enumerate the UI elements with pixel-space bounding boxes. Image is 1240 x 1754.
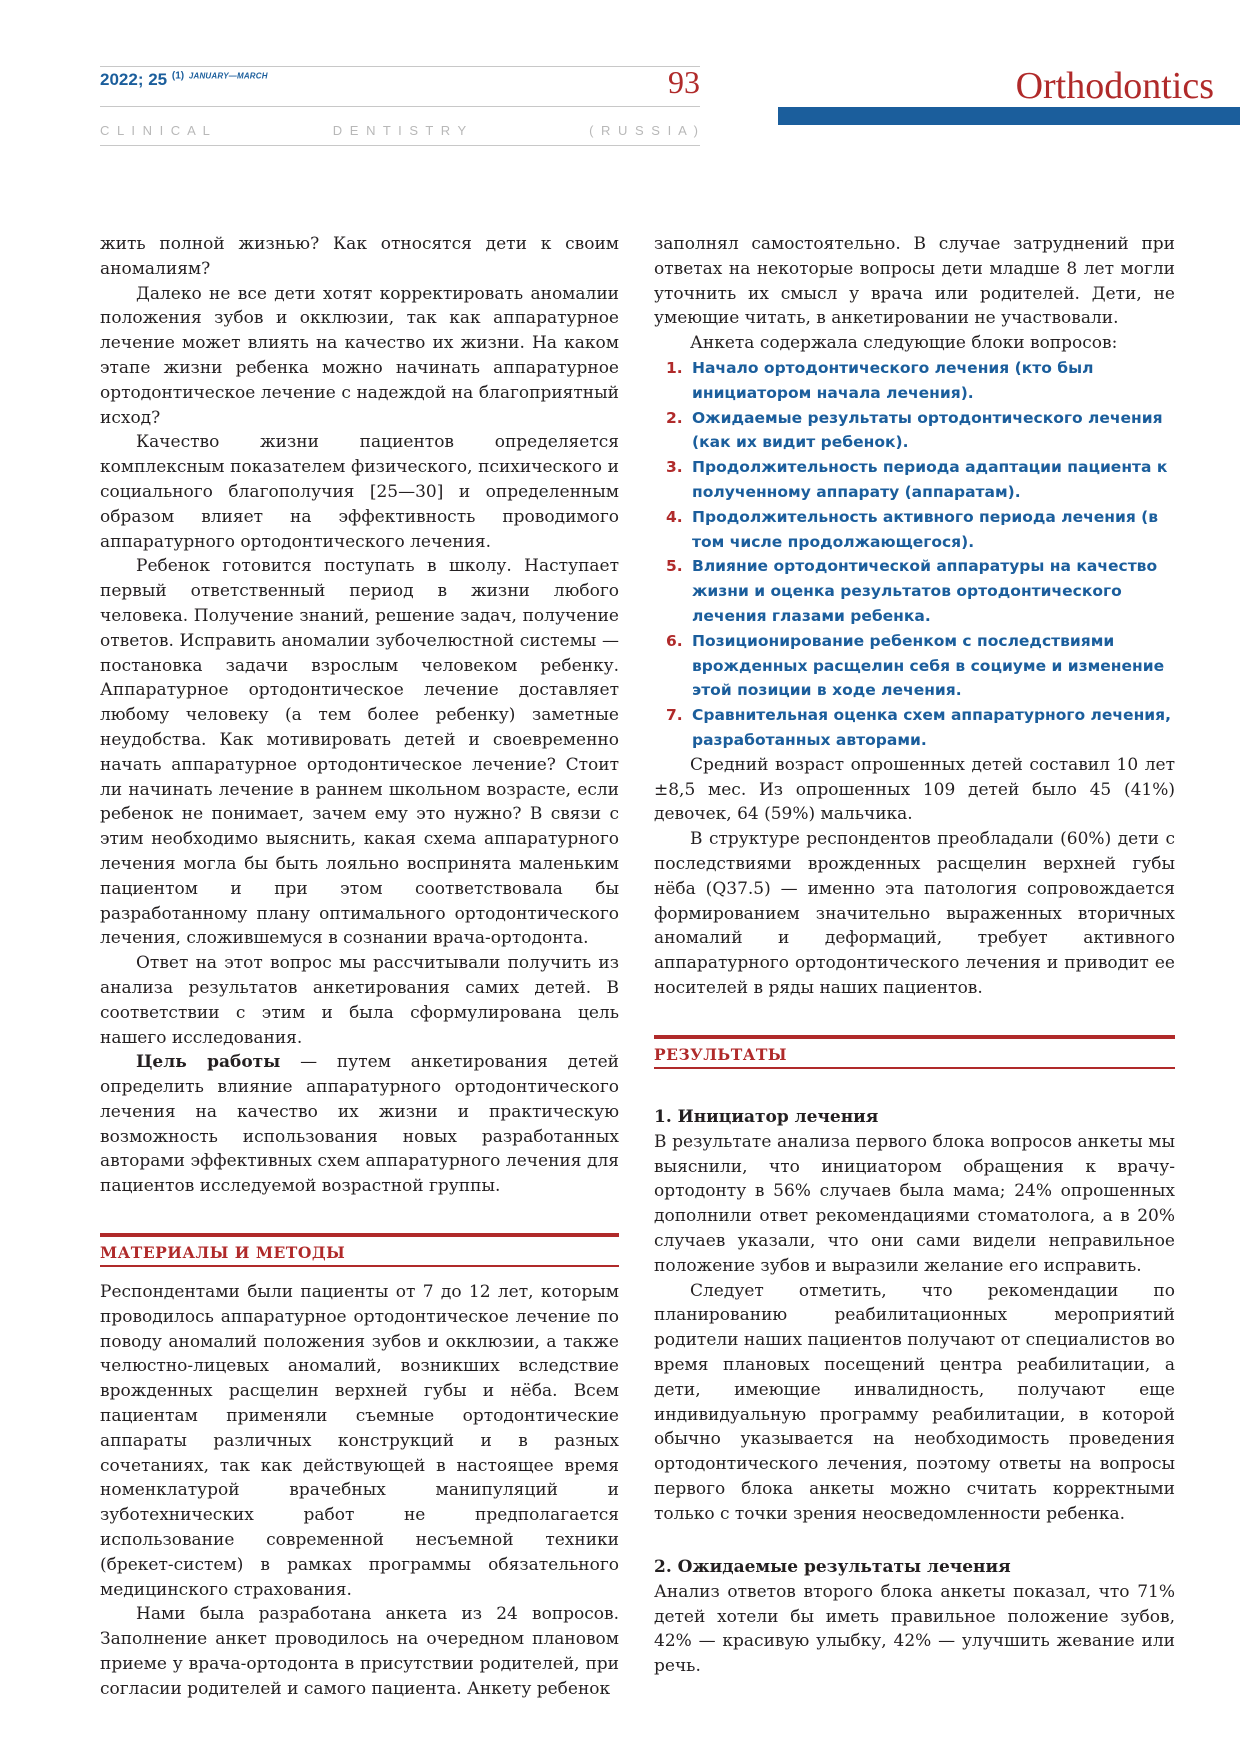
list-intro: Анкета содержала следующие блоки вопросов: bbox=[690, 333, 1118, 354]
paragraph: заполнял самостоятельно. В случае затруднений при ответах на некоторые вопросы дети младше 8 лет могли уточнить их смысл у врача или родителей. Дети, не умеющие читать, в анкетировании не участвовали. bbox=[654, 234, 1175, 329]
methods-text bbox=[100, 1280, 619, 1702]
results-section-1 bbox=[654, 1105, 1175, 1527]
paragraph: Нами была разработана анкета из 24 вопросов. Заполнение анкет проводилось на очередном плановом приеме у врача-ортодонта в присутствии родителей, при согласии родителей и самого пациента. Анкету ребенок bbox=[100, 1604, 619, 1699]
list-number: 7. bbox=[666, 706, 683, 725]
left-column bbox=[100, 232, 619, 1199]
paragraph: Далеко не все дети хотят корректировать аномалии положения зубов и окклюзии, так как аппаратурное лечение может влиять на качество их жизни. На каком этапе жизни ребенка можно начинать аппаратурное ортодонтическое лечение с надеждой на благоприятный исход? bbox=[100, 283, 619, 428]
list-number: 1. bbox=[666, 358, 683, 377]
paragraph: Ребенок готовится поступать в школу. Наступает первый ответственный период в жизни любого человека. Получение знаний, решение задач, получение ответов. Исправить аномалии зубочелюстной системы — постановка задачи взрослым человеком ребенку. Аппаратурное ортодонтическое лечение доставляет любому человеку (а тем более ребенку) заметные неудобства. Как мотивировать детей и своевременно начать аппаратурное ортодонтическое лечение? Стоит ли начинать лечение в раннем школьном возрасте, если ребенок не понимает, зачем ему это нужно? В связи с этим необходимо выяснить, какая схема аппаратурного лечения могла бы быть лояльно воспринята маленьким пациентом и при этом соответствовала бы разработанному плану оптимального ортодонтического лечения, сложившемуся в сознании врача-ортодонта. bbox=[100, 556, 619, 949]
paragraph: Следует отметить, что рекомендации по планированию реабилитационных мероприятий родители наших пациентов получают от специалистов во время плановых посещений центра реабилитации, а дети, имеющие инвалидность, получают еще индивидуальную программу реабилитации, в которой обычно указывается на необходимость проведения ортодонтического лечения, поэтому ответы на вопросы первого блока анкеты можно считать корректными только с точки зрения неосведомленности ребенка. bbox=[654, 1280, 1176, 1524]
journal-name bbox=[100, 123, 700, 138]
list-item bbox=[654, 703, 1175, 753]
issue-number: (1) bbox=[171, 70, 185, 82]
list-item bbox=[654, 554, 1175, 628]
list-text: Ожидаемые результаты ортодонтического лечения (как их видит ребенок). bbox=[692, 408, 1163, 452]
header-top-rule bbox=[100, 66, 700, 67]
question-blocks-list bbox=[654, 356, 1175, 753]
paragraph: Качество жизни пациентов определяется комплексным показателем физического, психического и социального благополучия [25—30] и определенным образом влияет на эффективность проводимого аппаратурного ортодонтического лечения. bbox=[100, 432, 619, 552]
paragraph: Средний возраст опрошенных детей составил 10 лет ±8,5 мес. Из опрошенных 109 детей было 45 (41%) девочек, 64 (59%) мальчика. bbox=[654, 754, 1175, 825]
list-text: Сравнительная оценка схем аппаратурного лечения, разработанных авторами. bbox=[692, 706, 1171, 749]
list-number: 5. bbox=[666, 557, 683, 576]
list-text: Продолжительность активного периода лечения (в том числе продолжающегося). bbox=[692, 507, 1159, 551]
list-item bbox=[654, 629, 1175, 703]
list-text: Продолжительность периода адаптации пациента к полученному аппарату (аппаратам). bbox=[692, 458, 1168, 501]
list-item bbox=[654, 455, 1175, 505]
aim-text: — путем анкетирования детей определить влияние аппаратурного ортодонтического лечения на качество их жизни и практическую возможность использования новых разработанных авторами эффективных схем аппаратурного лечения для пациентов исследуемой возрастной группы. bbox=[100, 1052, 619, 1197]
subsection-title: 2. Ожидаемые результаты лечения bbox=[654, 1557, 1011, 1577]
results-section-2 bbox=[654, 1555, 1175, 1679]
aim-label: Цель работы bbox=[136, 1052, 281, 1073]
list-item bbox=[654, 356, 1175, 406]
methods-heading: МАТЕРИАЛЫ И МЕТОДЫ bbox=[100, 1233, 619, 1267]
paragraph: Анализ ответов второго блока анкеты показал, что 71% детей хотели бы иметь правильное положение зубов, 42% — красивую улыбку, 42% — улучшить жевание или речь. bbox=[654, 1581, 1175, 1677]
header-middle-rule bbox=[100, 106, 700, 107]
header-bottom-rule bbox=[100, 145, 700, 146]
aim-paragraph bbox=[100, 1050, 619, 1199]
subsection-title: 1. Инициатор лечения bbox=[654, 1107, 879, 1127]
right-column bbox=[654, 232, 1175, 1001]
journal-word: C L I N I C A L bbox=[100, 123, 212, 138]
list-text: Позиционирование ребенком с последствиями врожденных расщелин себя в социуме и изменение этой позиции в ходе лечения. bbox=[692, 631, 1165, 700]
page-number: 93 bbox=[668, 64, 700, 100]
list-number: 4. bbox=[666, 507, 683, 526]
list-item bbox=[654, 406, 1175, 456]
journal-word: D E N T I S T R Y bbox=[332, 123, 469, 138]
issue-months: JANUARY—MARCH bbox=[188, 71, 268, 81]
year-volume: 2022; 25 bbox=[100, 70, 168, 89]
paragraph: жить полной жизнью? Как относятся дети к своим аномалиям? bbox=[100, 234, 619, 279]
journal-word: ( R U S S I A ) bbox=[589, 123, 700, 138]
list-text: Начало ортодонтического лечения (кто был инициатором начала лечения). bbox=[692, 358, 1094, 402]
list-number: 3. bbox=[666, 458, 683, 477]
section-title: Orthodontics bbox=[1015, 65, 1214, 107]
list-number: 2. bbox=[666, 408, 683, 427]
list-item bbox=[654, 505, 1175, 555]
paragraph: В структуре респондентов преобладали (60%) дети с последствиями врожденных расщелин верхней губы нёба (Q37.5) — именно эта патология сопровождается формированием значительно выраженных вторичных аномалий и деформаций, требует активного аппаратурного ортодонтического лечения и приводит ее носителей в ряды наших пациентов. bbox=[654, 829, 1175, 998]
issue-info bbox=[100, 70, 268, 90]
section-color-bar bbox=[778, 107, 1240, 125]
paragraph: В результате анализа первого блока вопросов анкеты мы выяснили, что инициатором обращения к врачу-ортодонту в 56% случаев была мама; 24% опрошенных дополнили ответ рекомендациями стоматолога, а в 20% случаев указали, что они сами видели неправильное положение зубов и выразили желание его исправить. bbox=[654, 1131, 1175, 1276]
list-text: Влияние ортодонтической аппаратуры на качество жизни и оценка результатов ортодонтического лечения глазами ребенка. bbox=[692, 557, 1158, 625]
list-number: 6. bbox=[666, 631, 683, 650]
paragraph: Респондентами были пациенты от 7 до 12 лет, которым проводилось аппаратурное ортодонтическое лечение по поводу аномалий положения зубов и окклюзии, а также челюстно-лицевых аномалий, возникших вследствие врожденных расщелин верхней губы и нёба. Всем пациентам применяли съемные ортодонтические аппараты различных конструкций и в разных сочетаниях, так как действующей в настоящее время номенклатурой врачебных манипуляций и зуботехнических работ не предполагается использование современной несъемной техники (брекет-систем) в рамках программы обязательного медицинского страхования. bbox=[100, 1282, 619, 1600]
results-heading: РЕЗУЛЬТАТЫ bbox=[654, 1035, 1175, 1069]
paragraph: Ответ на этот вопрос мы рассчитывали получить из анализа результатов анкетирования самих детей. В соответствии с этим и была сформулирована цель нашего исследования. bbox=[100, 953, 619, 1048]
